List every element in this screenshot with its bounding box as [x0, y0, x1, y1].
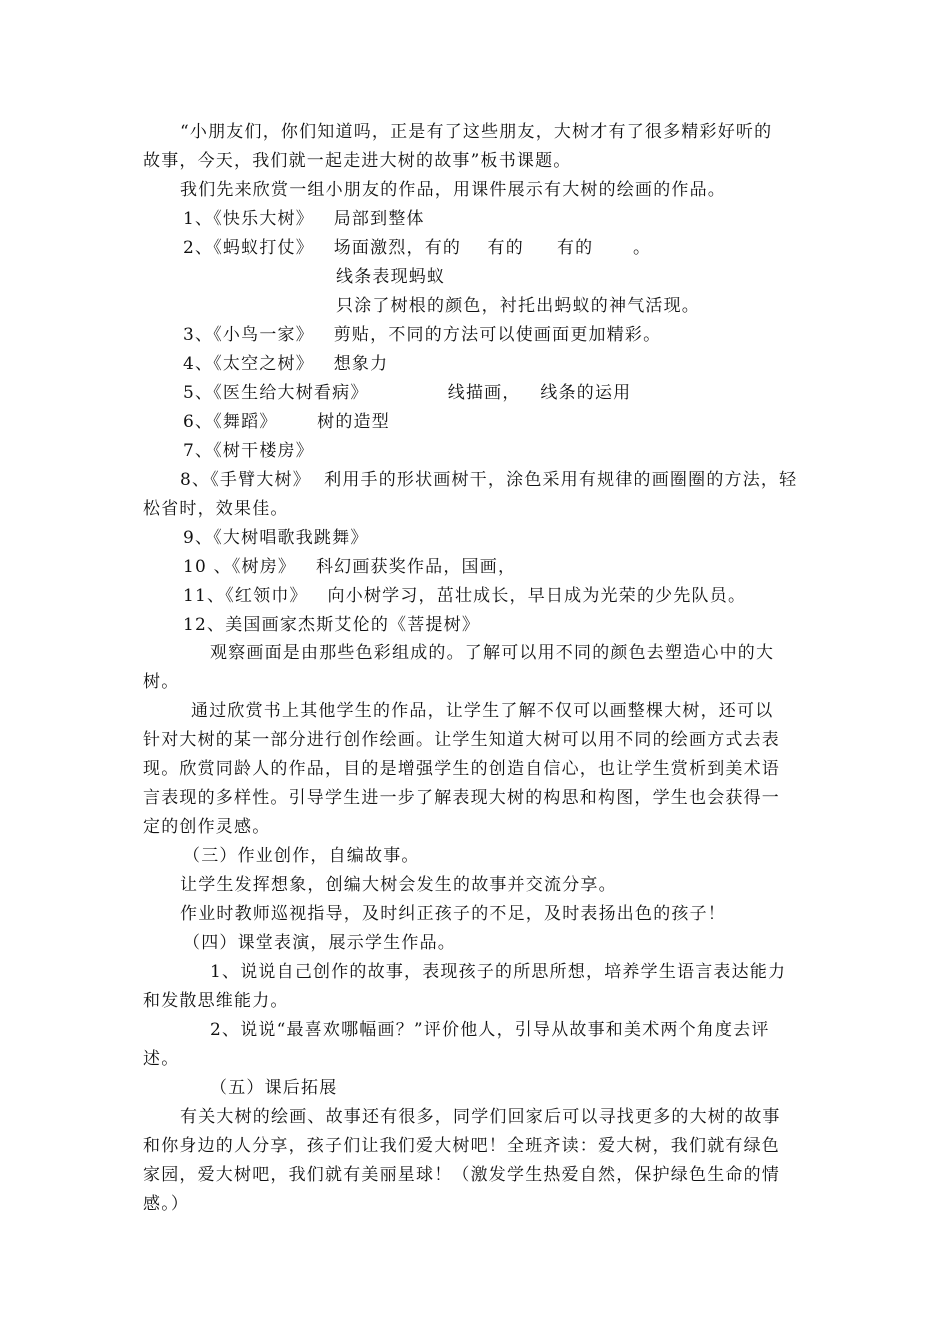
work-item-2-note: 线条表现蚂蚁 [336, 267, 446, 287]
work-item-10: 10 、《树房》 科幻画获奖作品，国画， [183, 557, 517, 577]
paragraph-line: 通过欣赏书上其他学生的作品，让学生了解不仅可以画整棵大树，还可以 [191, 701, 774, 721]
paragraph-line: 有关大树的绘画、故事还有很多，同学们回家后可以寻找更多的大树的故事 [180, 1107, 781, 1127]
paragraph-line: 故事，今天，我们就一起走进大树的故事”板书课题。 [143, 151, 572, 171]
paragraph-line: 现。欣赏同龄人的作品，目的是增强学生的创造自信心，也让学生赏析到美术语 [143, 759, 780, 779]
paragraph-line: 家园，爱大树吧，我们就有美丽星球！（激发学生热爱自然，保护绿色生命的情 [143, 1165, 780, 1185]
section-heading-3: （三）作业创作，自编故事。 [183, 846, 420, 866]
work-item-11: 11、《红领巾》 向小树学习，茁壮成长，早日成为光荣的少先队员。 [183, 586, 747, 606]
paragraph-line: 和发散思维能力。 [143, 991, 289, 1011]
paragraph-line: “小朋友们，你们知道吗，正是有了这些朋友，大树才有了很多精彩好听的 [180, 122, 773, 142]
paragraph-line: 述。 [143, 1049, 180, 1069]
paragraph-line: 2、说说“最喜欢哪幅画？”评价他人，引导从故事和美术两个角度去评 [210, 1020, 770, 1040]
work-item-4: 4、《太空之树》 想象力 [183, 354, 389, 374]
work-item-8: 8、《手臂大树》 利用手的形状画树干，涂色采用有规律的画圈圈的方法，轻 [180, 470, 798, 490]
paragraph-line: 作业时教师巡视指导，及时纠正孩子的不足，及时表扬出色的孩子！ [180, 904, 726, 924]
work-item-7: 7、《树干楼房》 [183, 441, 314, 461]
section-heading-4: （四）课堂表演，展示学生作品。 [183, 933, 456, 953]
paragraph-line: 和你身边的人分享，孩子们让我们爱大树吧！全班齐读：爱大树，我们就有绿色 [143, 1136, 780, 1156]
work-item-8-cont: 松省时，效果佳。 [143, 499, 289, 519]
paragraph-line: 针对大树的某一部分进行创作绘画。让学生知道大树可以用不同的绘画方式去表 [143, 730, 780, 750]
paragraph-line: 感。） [143, 1194, 190, 1214]
paragraph-line: 言表现的多样性。引导学生进一步了解表现大树的构思和构图，学生也会获得一 [143, 788, 780, 808]
paragraph-line: 定的创作灵感。 [143, 817, 271, 837]
work-item-9: 9、《大树唱歌我跳舞》 [183, 528, 369, 548]
paragraph-line: 我们先来欣赏一组小朋友的作品，用课件展示有大树的绘画的作品。 [180, 180, 726, 200]
work-item-5: 5、《医生给大树看病》 线描画， 线条的运用 [183, 383, 632, 403]
section-heading-5: （五）课后拓展 [210, 1078, 338, 1098]
work-item-2-note: 只涂了树根的颜色，衬托出蚂蚁的神气活现。 [336, 296, 700, 316]
work-item-6: 6、《舞蹈》 树的造型 [183, 412, 390, 432]
work-item-3: 3、《小鸟一家》 剪贴，不同的方法可以使画面更加精彩。 [183, 325, 662, 345]
work-item-12: 12、美国画家杰斯艾伦的《菩提树》 [183, 615, 481, 635]
work-item-1: 1、《快乐大树》 局部到整体 [183, 209, 425, 229]
paragraph-line: 1、说说自己创作的故事，表现孩子的所思所想，培养学生语言表达能力 [210, 962, 787, 982]
paragraph-line: 让学生发挥想象，创编大树会发生的故事并交流分享。 [180, 875, 617, 895]
work-item-2: 2、《蚂蚁打仗》 场面激烈，有的 有的 有的 。 [183, 238, 652, 258]
paragraph-line: 观察画面是由那些色彩组成的。了解可以用不同的颜色去塑造心中的大 [210, 643, 775, 663]
paragraph-line: 树。 [143, 672, 180, 692]
